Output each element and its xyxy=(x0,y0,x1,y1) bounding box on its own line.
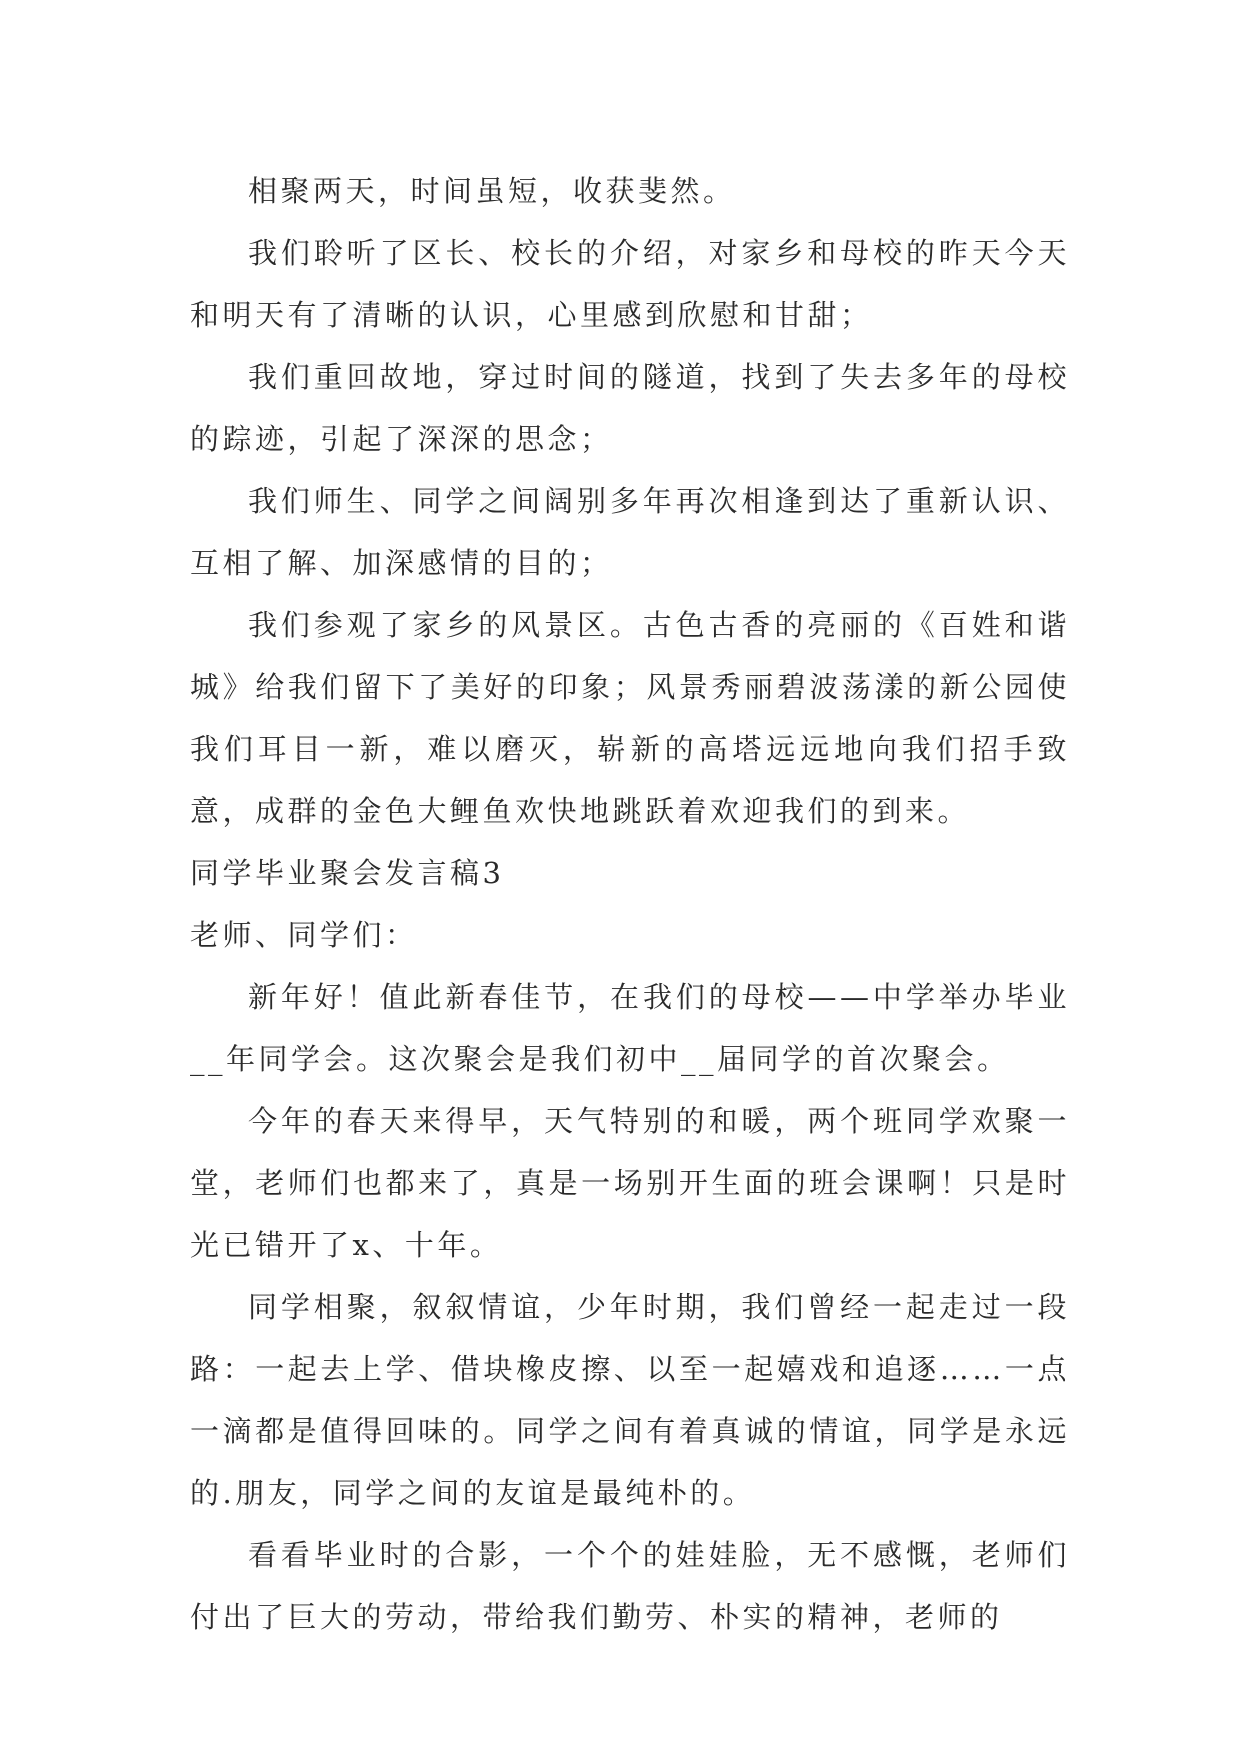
document-body xyxy=(190,160,1070,1648)
paragraph: 新年好！值此新春佳节，在我们的母校——中学举办毕业__年同学会。这次聚会是我们初中__届同学的首次聚会。 xyxy=(190,980,1070,1076)
paragraph: 我们参观了家乡的风景区。古色古香的亮丽的《百姓和谐城》给我们留下了美好的印象；风景秀丽碧波荡漾的新公园使我们耳目一新，难以磨灭，崭新的高塔远远地向我们招手致意，成群的金色大鲤鱼欢快地跳跃着欢迎我们的到来。 xyxy=(190,608,1070,828)
paragraph: 同学相聚，叙叙情谊，少年时期，我们曾经一起走过一段路：一起去上学、借块橡皮擦、以至一起嬉戏和追逐……一点一滴都是值得回味的。同学之间有着真诚的情谊，同学是永远的.朋友，同学之间的友谊是最纯朴的。 xyxy=(190,1290,1070,1510)
paragraph: 今年的春天来得早，天气特别的和暖，两个班同学欢聚一堂，老师们也都来了，真是一场别开生面的班会课啊！只是时光已错开了x、十年。 xyxy=(190,1104,1070,1262)
paragraph: 相聚两天，时间虽短，收获斐然。 xyxy=(248,174,736,208)
paragraph: 我们师生、同学之间阔别多年再次相逢到达了重新认识、互相了解、加深感情的目的； xyxy=(190,484,1070,580)
paragraph: 我们聆听了区长、校长的介绍，对家乡和母校的昨天今天和明天有了清晰的认识，心里感到欣慰和甘甜； xyxy=(190,236,1070,332)
salutation: 老师、同学们： xyxy=(190,918,418,952)
section-title: 同学毕业聚会发言稿3 xyxy=(190,856,505,890)
paragraph: 看看毕业时的合影，一个个的娃娃脸，无不感慨，老师们付出了巨大的劳动，带给我们勤劳、朴实的精神，老师的 xyxy=(190,1538,1070,1634)
paragraph: 我们重回故地，穿过时间的隧道，找到了失去多年的母校的踪迹，引起了深深的思念； xyxy=(190,360,1070,456)
